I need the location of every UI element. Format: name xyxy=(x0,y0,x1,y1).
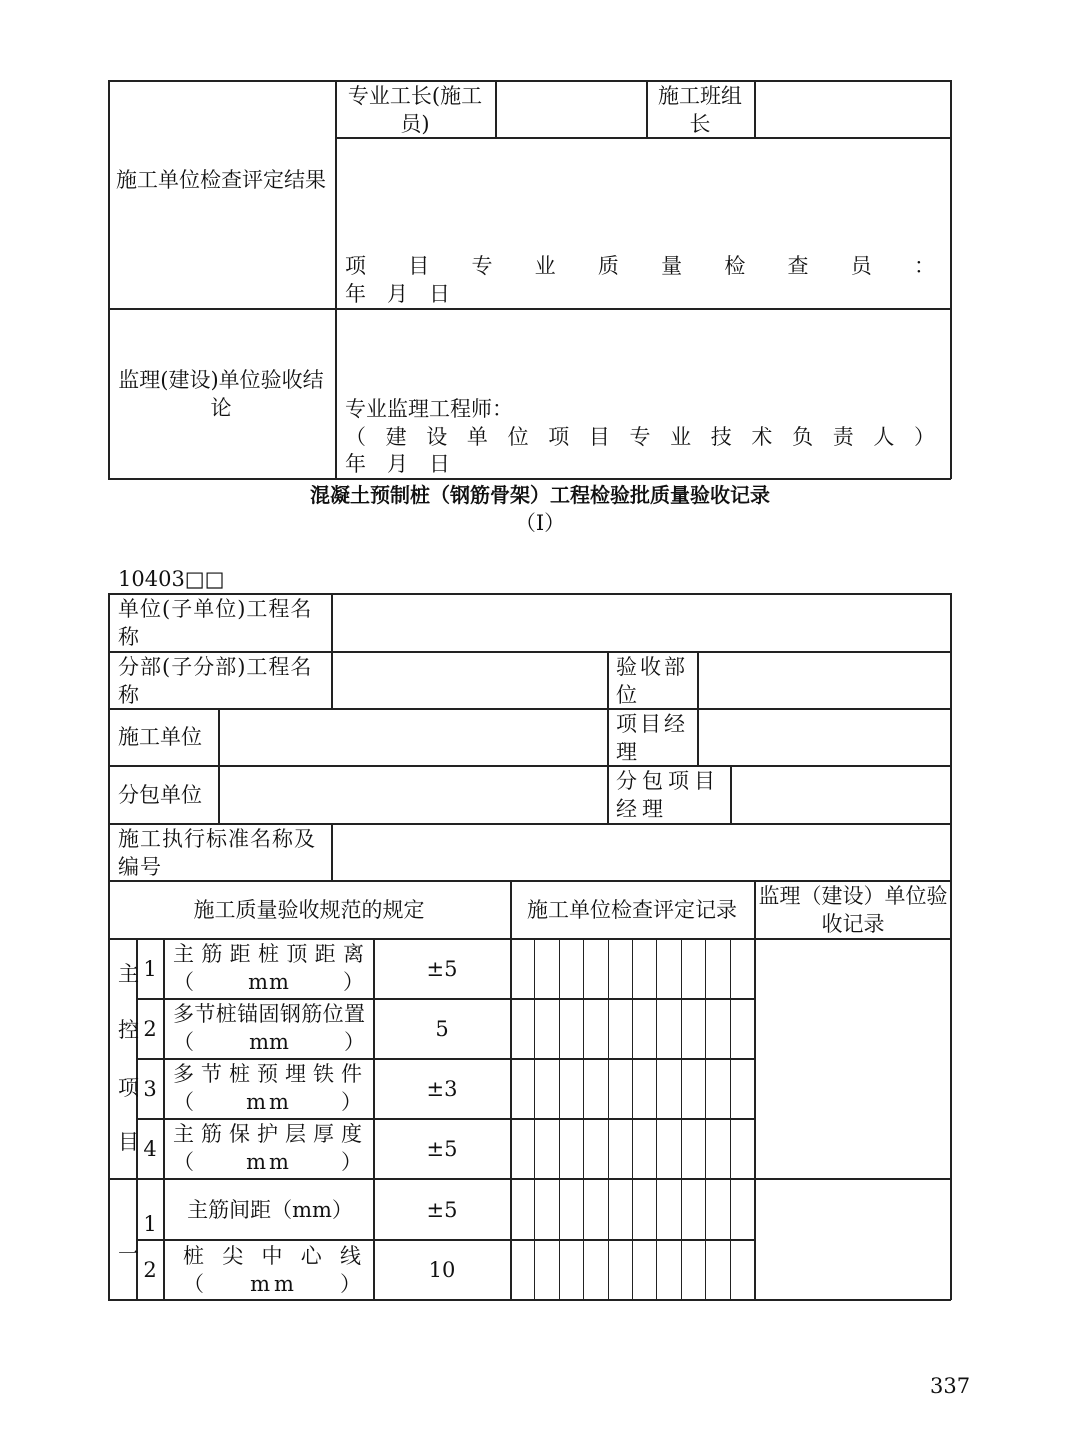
construction-record-column-header: 施工单位检查评定记录 xyxy=(527,898,737,922)
item-tolerance: ±5 xyxy=(426,1198,458,1222)
item-number: 2 xyxy=(143,1258,157,1282)
item-number: 1 xyxy=(143,957,157,981)
acceptance-location-label: 验收部位 xyxy=(616,655,688,707)
date-line-2: 年 月 日 xyxy=(345,452,450,476)
item-number: 3 xyxy=(143,1077,157,1101)
form-title: 混凝土预制桩（钢筋骨架）工程检验批质量验收记录 xyxy=(310,483,770,507)
supervision-record-column-header: 监理（建设）单位验收记录 xyxy=(758,884,948,936)
item-tolerance: ±5 xyxy=(426,1137,458,1161)
subcontract-unit-label: 分包单位 xyxy=(118,783,202,807)
item-tolerance: 5 xyxy=(435,1017,449,1041)
supervision-conclusion-label: 监理(建设)单位验收结论 xyxy=(118,368,324,420)
item-name: 多节桩预埋铁件（mm） xyxy=(173,1062,365,1114)
owner-technical-lead-label: （建设单位项目专业技术负责人） xyxy=(345,425,935,449)
item-name: 主筋距桩顶距离（mm） xyxy=(173,942,365,994)
form-subtitle: （Ⅰ） xyxy=(514,511,566,535)
division-project-name-label: 分部(子分部)工程名称 xyxy=(118,655,313,707)
item-name: 主筋保护层厚度（mm） xyxy=(173,1122,365,1174)
item-name: 桩尖中心线（mm） xyxy=(183,1244,365,1296)
quality-inspector-label: 项目专业质量检查员： xyxy=(345,254,935,278)
date-line-1: 年 月 日 xyxy=(345,282,450,306)
page-number: 337 xyxy=(930,1374,971,1398)
item-name: 主筋间距（mm） xyxy=(187,1198,353,1222)
item-tolerance: ±3 xyxy=(426,1077,458,1101)
construction-unit-label: 施工单位 xyxy=(118,725,202,749)
standard-name-label: 施工执行标准名称及编号 xyxy=(118,827,316,879)
item-number: 4 xyxy=(143,1137,157,1161)
item-name: 多节桩锚固钢筋位置（mm） xyxy=(173,1002,365,1054)
main-control-label-char-1: 主 xyxy=(118,962,139,986)
form-code: 10403□□ xyxy=(118,567,225,591)
main-control-label-char-3: 项 xyxy=(118,1076,139,1100)
construction-check-result-label: 施工单位检查评定结果 xyxy=(116,168,326,192)
general-items-label: 一 xyxy=(118,1242,139,1266)
main-control-label-char-4: 目 xyxy=(118,1130,139,1154)
team-leader-label: 施工班组长 xyxy=(658,84,742,136)
item-tolerance: 10 xyxy=(428,1258,456,1282)
unit-project-name-label: 单位(子单位)工程名称 xyxy=(118,597,313,649)
subcontract-manager-label: 分包项目经理 xyxy=(616,769,720,821)
item-number: 2 xyxy=(143,1017,157,1041)
item-number: 1 xyxy=(143,1212,157,1236)
supervising-engineer-label: 专业监理工程师： xyxy=(345,397,513,421)
spec-column-header: 施工质量验收规范的规定 xyxy=(193,898,425,922)
item-tolerance: ±5 xyxy=(426,957,458,981)
foreman-label: 专业工长(施工员) xyxy=(347,84,483,136)
project-manager-label: 项目经理 xyxy=(616,712,688,764)
main-control-label-char-2: 控 xyxy=(118,1018,139,1042)
